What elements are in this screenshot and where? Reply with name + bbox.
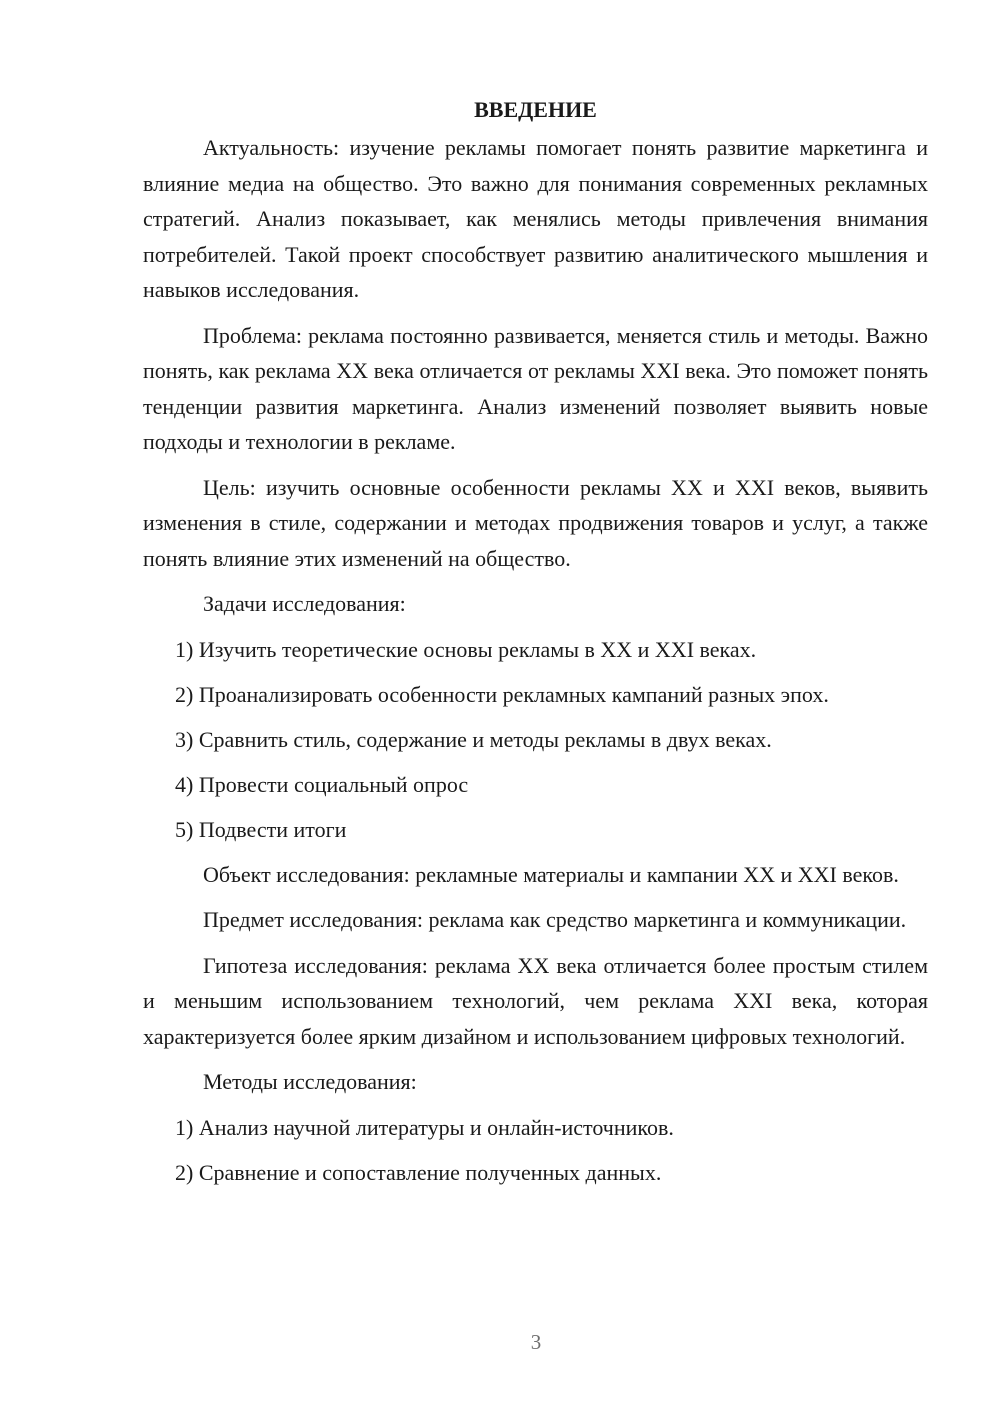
task-item: 3) Сравнить стиль, содержание и методы рекламы в двух веках. xyxy=(175,726,772,752)
page-number: 3 xyxy=(530,1330,542,1354)
tasks-list xyxy=(143,632,928,848)
methods-heading: Методы исследования: xyxy=(203,1069,417,1094)
task-item: 1) Изучить теоретические основы рекламы в XX и XXI веках. xyxy=(175,636,757,662)
task-item: 4) Провести социальный опрос xyxy=(175,771,469,797)
method-item: 2) Сравнение и сопоставление полученных данных. xyxy=(175,1159,662,1185)
goal-paragraph: Цель: изучить основные особенности рекламы XX и XXI веков, выявить изменения в стиле, содержании и методах продвижения товаров и услуг, а также понять влияние этих изменений на общество. xyxy=(143,474,928,571)
hypothesis-paragraph: Гипотеза исследования: реклама XX века отличается более простым стилем и меньшим использованием технологий, чем реклама XXI века, которая характеризуется более ярким дизайном и использованием цифровых технологий. xyxy=(143,952,928,1049)
object-paragraph: Объект исследования: рекламные материалы и кампании XX и XXI веков. xyxy=(203,861,899,887)
page-title: ВВЕДЕНИЕ xyxy=(474,97,597,122)
task-item: 2) Проанализировать особенности рекламных кампаний разных эпох. xyxy=(175,681,829,707)
task-item: 5) Подвести итоги xyxy=(175,816,347,842)
relevance-paragraph: Актуальность: изучение рекламы помогает понять развитие маркетинга и влияние медиа на общество. Это важно для понимания современных рекламных стратегий. Анализ показывает, как менялись методы привлечения внимания потребителей. Такой проект способствует развитию аналитического мышления и навыков исследования. xyxy=(143,135,928,302)
method-item: 1) Анализ научной литературы и онлайн-источников. xyxy=(175,1114,674,1140)
problem-paragraph: Проблема: реклама постоянно развивается, меняется стиль и методы. Важно понять, как реклама XX века отличается от рекламы XXI века. Это поможет понять тенденции развития маркетинга. Анализ изменений позволяет выявить новые подходы и технологии в рекламе. xyxy=(143,322,928,454)
document-page xyxy=(143,92,928,1200)
tasks-heading: Задачи исследования: xyxy=(203,591,406,616)
subject-paragraph: Предмет исследования: реклама как средство маркетинга и коммуникации. xyxy=(203,907,907,932)
methods-list xyxy=(143,1110,928,1191)
